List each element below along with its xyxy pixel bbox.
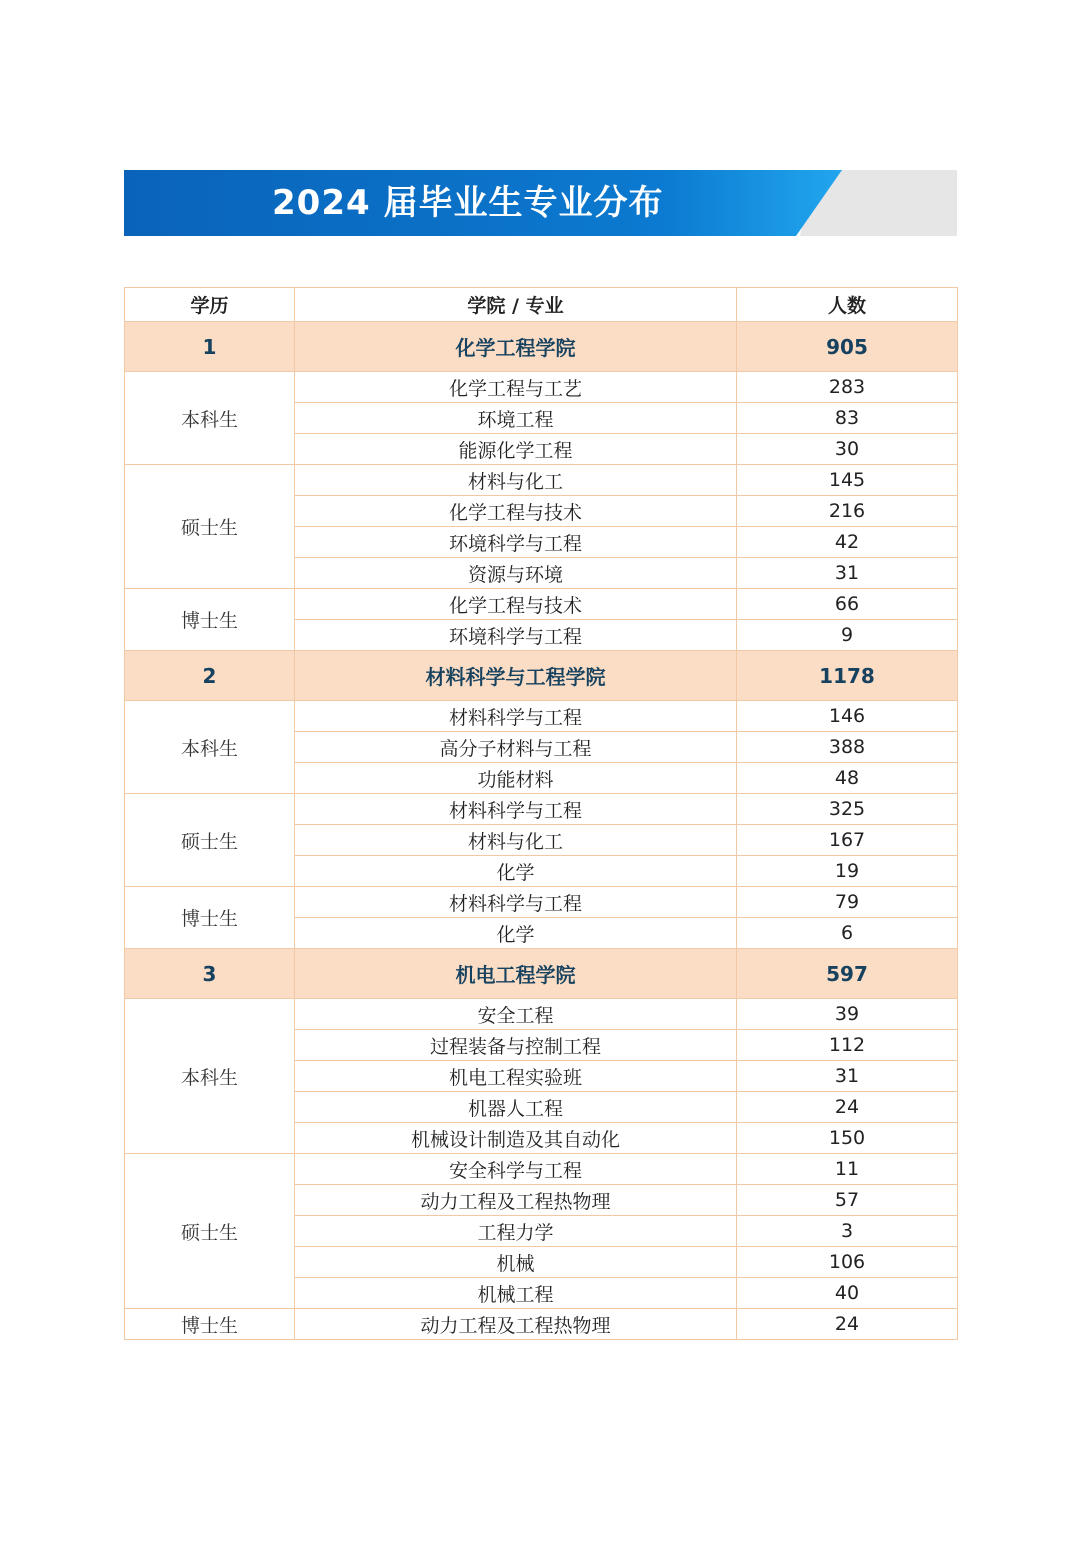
major-name: 资源与环境	[295, 558, 737, 589]
major-count: 42	[737, 527, 958, 558]
major-name: 能源化学工程	[295, 434, 737, 465]
college-name: 材料科学与工程学院	[295, 651, 737, 701]
major-count: 11	[737, 1154, 958, 1185]
table-row	[125, 1309, 958, 1340]
major-count: 24	[737, 1092, 958, 1123]
college-index: 2	[125, 651, 295, 701]
major-name: 动力工程及工程热物理	[295, 1185, 737, 1216]
major-count: 79	[737, 887, 958, 918]
major-name: 动力工程及工程热物理	[295, 1309, 737, 1340]
college-total: 905	[737, 322, 958, 372]
page-title: 2024 届毕业生专业分布	[272, 183, 664, 223]
degree-level: 硕士生	[125, 465, 295, 589]
major-name: 环境科学与工程	[295, 527, 737, 558]
major-count: 9	[737, 620, 958, 651]
major-count: 39	[737, 999, 958, 1030]
major-count: 146	[737, 701, 958, 732]
major-count: 216	[737, 496, 958, 527]
major-count: 24	[737, 1309, 958, 1340]
major-count: 112	[737, 1030, 958, 1061]
title-banner	[124, 170, 957, 236]
degree-level: 博士生	[125, 887, 295, 949]
major-name: 化学工程与技术	[295, 496, 737, 527]
major-count: 150	[737, 1123, 958, 1154]
major-count: 167	[737, 825, 958, 856]
major-name: 化学	[295, 918, 737, 949]
degree-level: 博士生	[125, 1309, 295, 1340]
major-name: 安全工程	[295, 999, 737, 1030]
major-count: 31	[737, 1061, 958, 1092]
header-college-major: 学院 / 专业	[295, 288, 737, 322]
table-row	[125, 589, 958, 620]
major-name: 环境科学与工程	[295, 620, 737, 651]
college-total: 597	[737, 949, 958, 999]
table-row	[125, 701, 958, 732]
major-name: 安全科学与工程	[295, 1154, 737, 1185]
major-count: 40	[737, 1278, 958, 1309]
major-count: 30	[737, 434, 958, 465]
major-name: 环境工程	[295, 403, 737, 434]
major-name: 材料与化工	[295, 825, 737, 856]
major-count: 388	[737, 732, 958, 763]
table-header-row	[125, 288, 958, 322]
table-row	[125, 372, 958, 403]
major-name: 材料科学与工程	[295, 887, 737, 918]
major-distribution-table	[124, 287, 958, 1340]
major-name: 机械设计制造及其自动化	[295, 1123, 737, 1154]
degree-level: 本科生	[125, 999, 295, 1154]
college-total: 1178	[737, 651, 958, 701]
college-row	[125, 949, 958, 999]
table-row	[125, 999, 958, 1030]
table-row	[125, 887, 958, 918]
major-name: 工程力学	[295, 1216, 737, 1247]
major-name: 机械工程	[295, 1278, 737, 1309]
college-row	[125, 651, 958, 701]
major-name: 化学工程与技术	[295, 589, 737, 620]
table-body	[125, 322, 958, 1340]
degree-level: 硕士生	[125, 794, 295, 887]
major-count: 6	[737, 918, 958, 949]
major-name: 机器人工程	[295, 1092, 737, 1123]
major-name: 功能材料	[295, 763, 737, 794]
major-name: 化学	[295, 856, 737, 887]
major-name: 机电工程实验班	[295, 1061, 737, 1092]
major-count: 19	[737, 856, 958, 887]
major-count: 31	[737, 558, 958, 589]
college-name: 机电工程学院	[295, 949, 737, 999]
header-level: 学历	[125, 288, 295, 322]
major-count: 325	[737, 794, 958, 825]
major-name: 材料科学与工程	[295, 701, 737, 732]
college-row	[125, 322, 958, 372]
major-count: 66	[737, 589, 958, 620]
degree-level: 本科生	[125, 372, 295, 465]
major-count: 106	[737, 1247, 958, 1278]
major-name: 化学工程与工艺	[295, 372, 737, 403]
major-name: 机械	[295, 1247, 737, 1278]
major-name: 材料科学与工程	[295, 794, 737, 825]
major-count: 3	[737, 1216, 958, 1247]
major-count: 283	[737, 372, 958, 403]
major-count: 145	[737, 465, 958, 496]
major-count: 57	[737, 1185, 958, 1216]
major-name: 高分子材料与工程	[295, 732, 737, 763]
major-name: 过程装备与控制工程	[295, 1030, 737, 1061]
table-row	[125, 465, 958, 496]
table-row	[125, 794, 958, 825]
college-name: 化学工程学院	[295, 322, 737, 372]
table-row	[125, 1154, 958, 1185]
degree-level: 本科生	[125, 701, 295, 794]
header-count: 人数	[737, 288, 958, 322]
major-count: 83	[737, 403, 958, 434]
degree-level: 博士生	[125, 589, 295, 651]
major-name: 材料与化工	[295, 465, 737, 496]
major-count: 48	[737, 763, 958, 794]
college-index: 3	[125, 949, 295, 999]
degree-level: 硕士生	[125, 1154, 295, 1309]
college-index: 1	[125, 322, 295, 372]
